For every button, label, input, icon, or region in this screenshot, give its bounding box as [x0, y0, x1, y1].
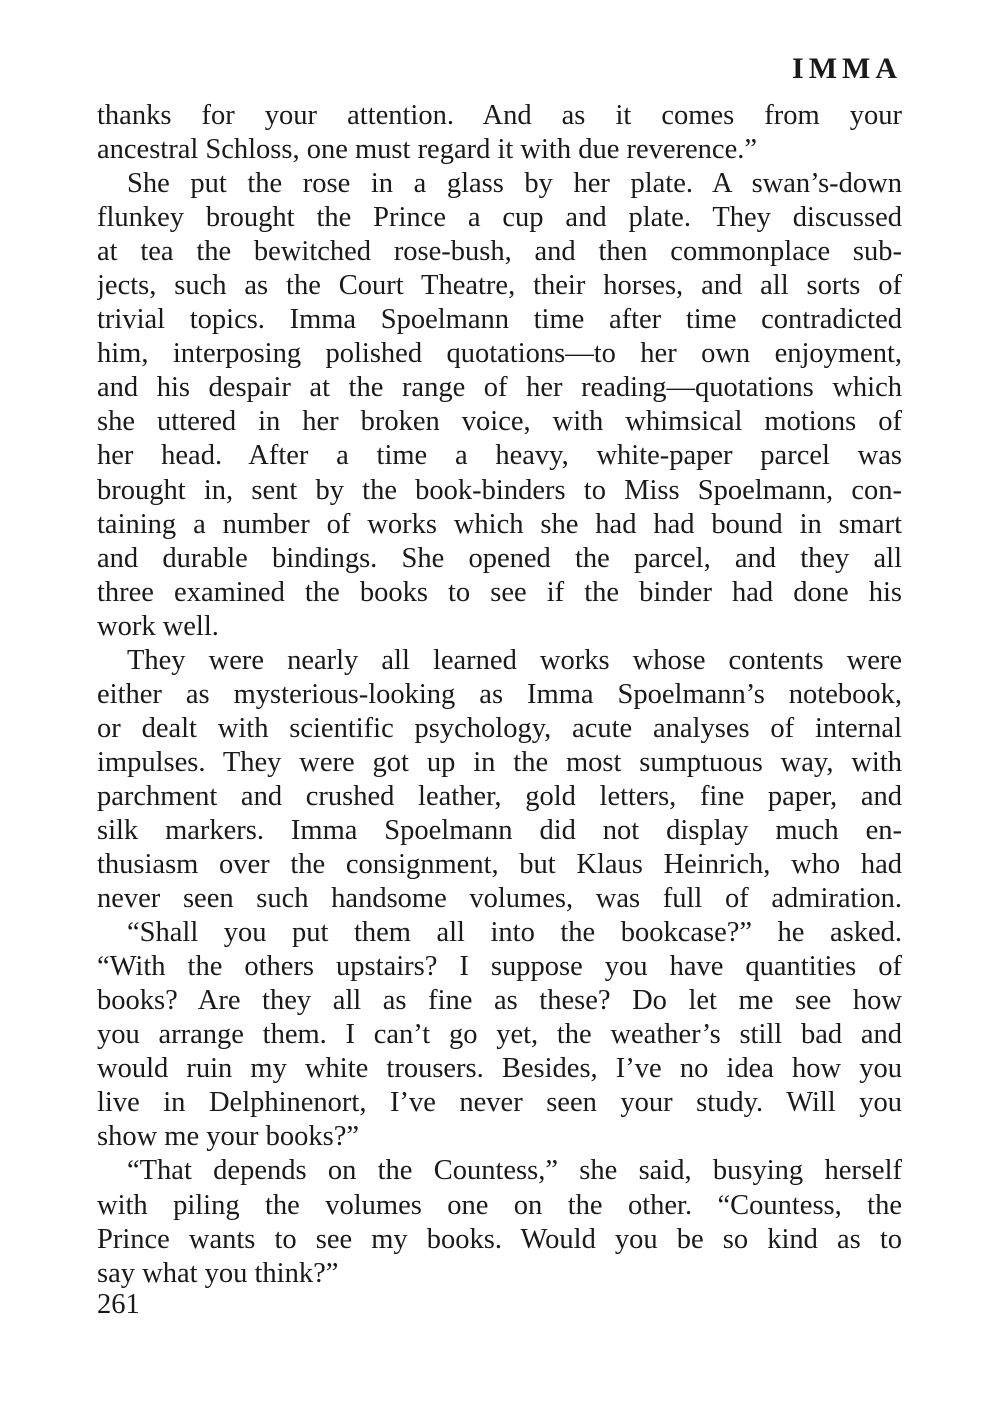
- text-line: her head. After a time a heavy, white-paper parcel was: [97, 440, 902, 472]
- text-line: flunkey brought the Prince a cup and plate. They discussed: [97, 202, 902, 234]
- text-line: thanks for your attention. And as it comes from your: [97, 100, 902, 131]
- text-line: taining a number of works which she had had bound in smart: [97, 508, 902, 540]
- text-line: and durable bindings. She opened the parcel, and they all: [97, 542, 902, 574]
- text-line: She put the rose in a glass by her plate. A swan’s-down: [127, 168, 902, 200]
- text-line: impulses. They were got up in the most sumptuous way, with: [97, 746, 902, 778]
- text-line: would ruin my white trousers. Besides, I’ve no idea how you: [97, 1053, 902, 1085]
- text-line: silk markers. Imma Spoelmann did not display much en-: [97, 814, 902, 846]
- text-line: thusiasm over the consignment, but Klaus Heinrich, who had: [97, 849, 902, 881]
- text-line: jects, such as the Court Theatre, their horses, and all sorts of: [97, 270, 902, 302]
- text-line: three examined the books to see if the binder had done his: [97, 576, 902, 608]
- page-body-text: [97, 99, 902, 1291]
- text-line: ancestral Schloss, one must regard it with due reverence.”: [97, 134, 758, 166]
- text-line: parchment and crushed leather, gold letters, fine paper, and: [97, 780, 902, 812]
- text-line: work well.: [97, 610, 219, 642]
- text-line: either as mysterious-looking as Imma Spoelmann’s notebook,: [97, 678, 902, 710]
- text-line: trivial topics. Imma Spoelmann time after time contradicted: [97, 304, 902, 336]
- text-line: “With the others upstairs? I suppose you have quantities of: [97, 951, 902, 983]
- text-line: or dealt with scientific psychology, acute analyses of internal: [97, 712, 902, 744]
- text-line: show me your books?”: [97, 1121, 359, 1153]
- text-line: books? Are they all as fine as these? Do let me see how: [97, 985, 902, 1017]
- text-line: brought in, sent by the book-binders to Miss Spoelmann, con-: [97, 474, 902, 506]
- text-line: live in Delphinenort, I’ve never seen your study. Will you: [97, 1087, 902, 1119]
- text-line: Prince wants to see my books. Would you be so kind as to: [97, 1223, 902, 1255]
- text-line: They were nearly all learned works whose contents were: [127, 644, 902, 676]
- text-line: at tea the bewitched rose-bush, and then commonplace sub-: [97, 236, 902, 268]
- running-title: IMMA: [792, 52, 902, 85]
- text-line: “That depends on the Countess,” she said, busying herself: [127, 1155, 902, 1187]
- text-line: him, interposing polished quotations—to her own enjoyment,: [97, 338, 902, 370]
- text-line: you arrange them. I can’t go yet, the weather’s still bad and: [97, 1019, 902, 1051]
- page-number: 261: [97, 1289, 140, 1320]
- text-line: she uttered in her broken voice, with whimsical motions of: [97, 406, 902, 438]
- text-line: and his despair at the range of her reading—quotations which: [97, 372, 902, 404]
- text-line: “Shall you put them all into the bookcase?” he asked.: [127, 917, 902, 949]
- text-line: with piling the volumes one on the other. “Countess, the: [97, 1189, 902, 1221]
- text-line: say what you think?”: [97, 1257, 339, 1289]
- text-line: never seen such handsome volumes, was full of admiration.: [97, 883, 902, 915]
